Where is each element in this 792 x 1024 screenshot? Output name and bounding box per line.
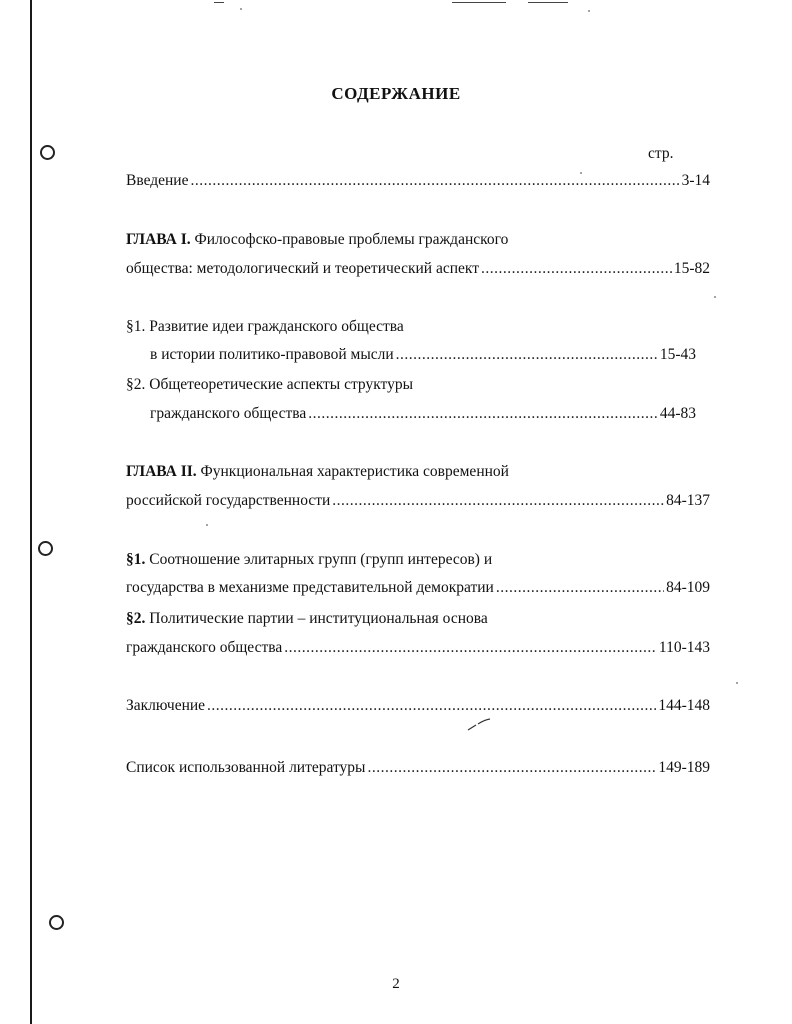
toc-entry-pages: 15-43 <box>659 346 696 363</box>
toc-section-1-2-heading: §2. Общетеоретические аспекты структуры <box>126 376 414 393</box>
toc-entry-text: гражданского общества <box>126 639 283 656</box>
toc-entry-text: в истории политико-правовой мысли <box>150 346 394 363</box>
leader-dots <box>190 172 679 190</box>
toc-entry-pages: 3-14 <box>681 172 710 189</box>
toc-entry-intro <box>126 172 710 194</box>
leader-dots <box>332 492 664 510</box>
toc-entry-text: Список использованной литературы <box>126 759 366 776</box>
scan-speck <box>714 296 716 298</box>
top-scan-mark <box>452 2 506 3</box>
chapter-title: Философско-правовые проблемы гражданского <box>190 231 509 248</box>
leader-dots <box>396 346 658 364</box>
punch-hole-icon <box>38 541 53 556</box>
toc-entry-text: общества: методологический и теоретический аспект <box>126 260 479 277</box>
toc-chapter-2-heading <box>126 463 509 481</box>
scan-speck <box>240 8 242 10</box>
toc-entry-bibliography <box>126 759 710 781</box>
top-scan-mark <box>528 2 568 3</box>
scan-speck <box>588 10 590 12</box>
pen-mark-icon <box>466 718 492 732</box>
toc-entry-text: российской государственности <box>126 492 331 509</box>
toc-entry-pages: 44-83 <box>659 405 696 422</box>
toc-entry-pages: 84-109 <box>666 579 710 596</box>
page-number: 2 <box>392 976 400 992</box>
toc-entry-section-1-1 <box>150 346 696 368</box>
section-label: §1. <box>126 551 146 568</box>
toc-entry-pages: 15-82 <box>673 260 710 277</box>
left-margin-rule <box>30 0 32 1024</box>
leader-dots <box>496 579 664 597</box>
punch-hole-icon <box>49 915 64 930</box>
chapter-label: ГЛАВА I. <box>126 231 191 248</box>
toc-chapter-1-heading <box>126 231 508 249</box>
top-scan-mark <box>214 2 224 3</box>
leader-dots <box>367 759 656 777</box>
toc-entry-text: Введение <box>126 172 189 189</box>
toc-section-1-1-heading: §1. Развитие идеи гражданского общества <box>126 318 404 335</box>
leader-dots <box>284 639 657 657</box>
toc-entry-text: Заключение <box>126 697 206 714</box>
leader-dots <box>481 260 672 278</box>
section-title: Соотношение элитарных групп (групп интересов) и <box>145 551 493 568</box>
toc-entry-pages: 149-189 <box>658 759 710 776</box>
section-label: §2. <box>126 610 146 627</box>
page-title: СОДЕРЖАНИЕ <box>331 84 461 103</box>
leader-dots <box>207 697 656 715</box>
toc-entry-conclusion <box>126 697 710 719</box>
scan-speck <box>206 524 208 526</box>
toc-entry-section-2-2 <box>126 639 710 661</box>
toc-entry-chapter-2 <box>126 492 710 514</box>
toc-entry-chapter-1 <box>126 260 710 282</box>
chapter-title: Функциональная характеристика современной <box>196 463 509 480</box>
toc-entry-section-2-1 <box>126 579 710 601</box>
toc-entry-text: государства в механизме представительной демократии <box>126 579 494 596</box>
leader-dots <box>308 405 658 423</box>
chapter-label: ГЛАВА II. <box>126 463 197 480</box>
toc-entry-section-1-2 <box>150 405 696 427</box>
scan-speck <box>736 682 738 684</box>
toc-section-2-2-heading <box>126 610 488 628</box>
punch-hole-icon <box>40 145 55 160</box>
toc-entry-text: гражданского общества <box>150 405 307 422</box>
toc-entry-pages: 84-137 <box>666 492 710 509</box>
page-column-label: стр. <box>648 145 674 162</box>
toc-entry-pages: 144-148 <box>658 697 710 714</box>
toc-section-2-1-heading <box>126 551 492 569</box>
section-title: Политические партии – институциональная основа <box>145 610 488 627</box>
toc-entry-pages: 110-143 <box>658 639 710 656</box>
